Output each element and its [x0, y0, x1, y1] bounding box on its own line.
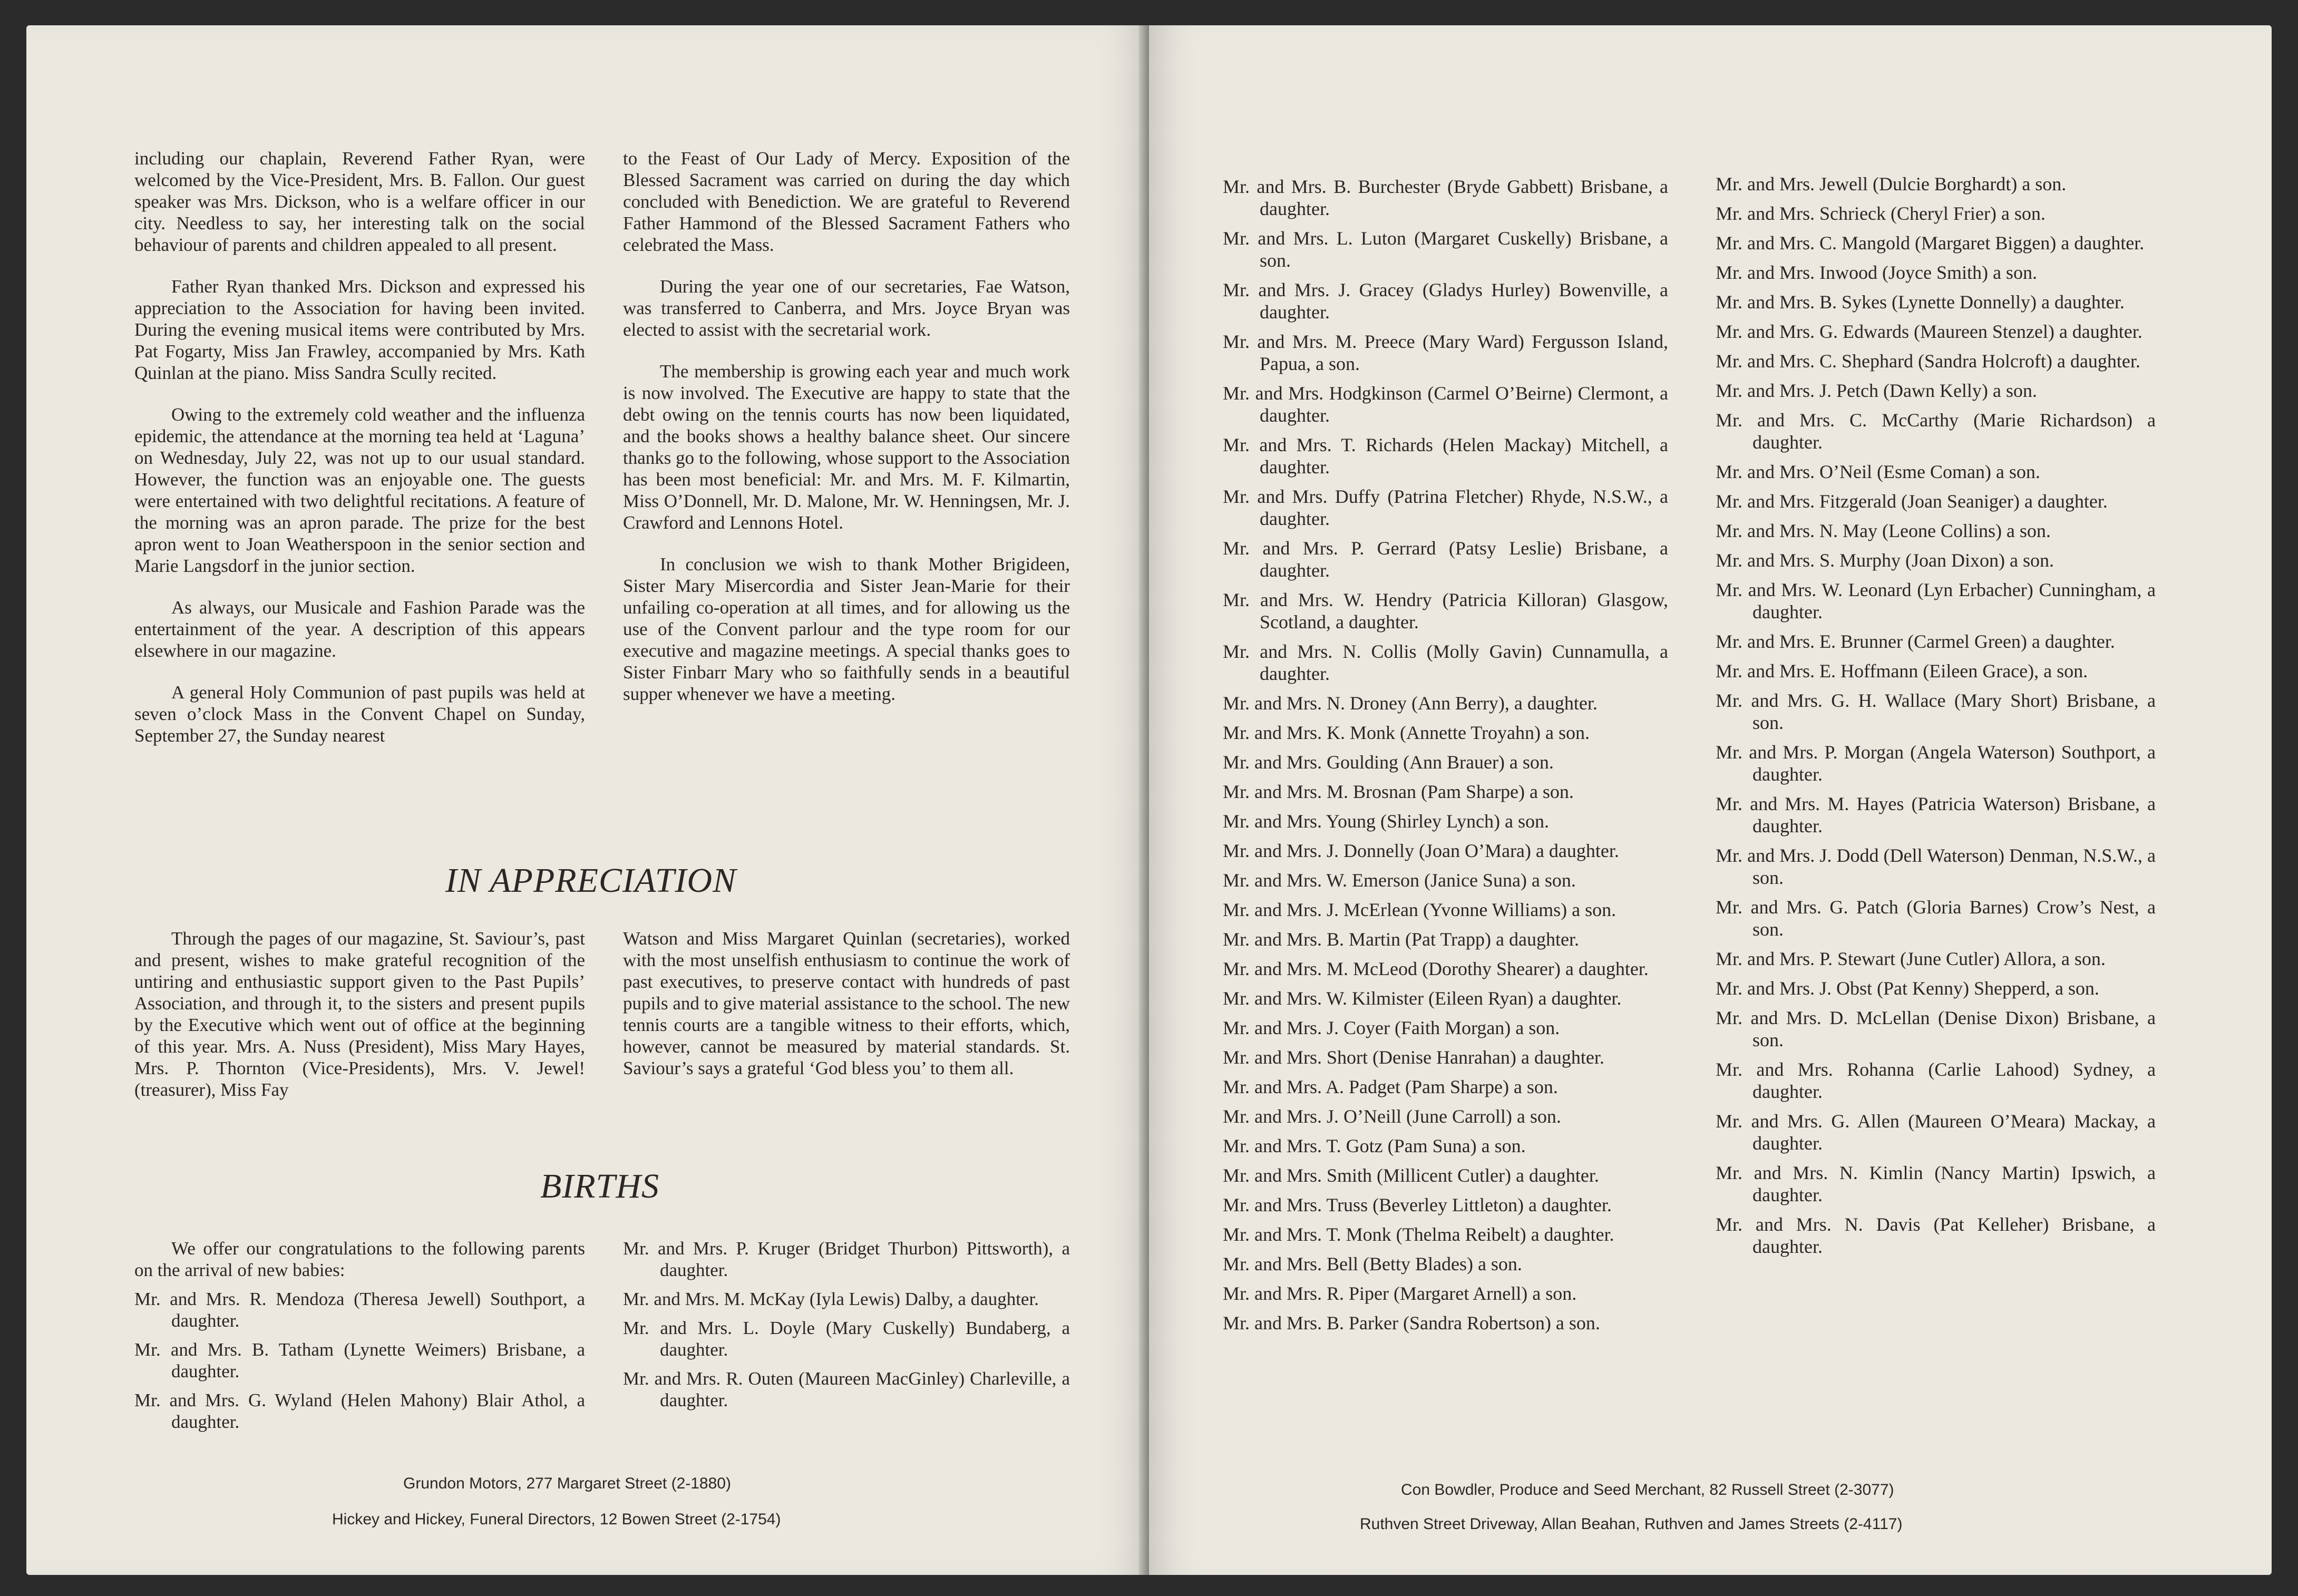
- paragraph: including our chaplain, Reverend Father Ryan, were welcomed by the Vice-President, Mrs. B. Fallon. Our guest speaker was Mrs. Dickson, who is a welfare officer in our city. Needless to say, her interesting talk on the social behaviour of parents and children appealed to all present.: [134, 148, 585, 255]
- births-column-2: [623, 1238, 1070, 1418]
- paragraph: As always, our Musicale and Fashion Parade was the entertainment of the year. A description of this appears elsewhere in our magazine.: [134, 597, 585, 661]
- list-item: Mr. and Mrs. M. McLeod (Dorothy Shearer) a daughter.: [1223, 958, 1649, 979]
- births-heading: BIRTHS: [540, 1167, 659, 1205]
- list-item: Mr. and Mrs. G. H. Wallace (Mary Short) Brisbane, a son.: [1716, 690, 2156, 733]
- left-column-1: [134, 148, 585, 766]
- list-item: Mr. and Mrs. C. Mangold (Margaret Biggen) a daughter.: [1716, 232, 2145, 254]
- list-item: Mr. and Mrs. B. Parker (Sandra Robertson) a son.: [1223, 1312, 1600, 1334]
- paragraph: to the Feast of Our Lady of Mercy. Exposition of the Blessed Sacrament was carried on during the day which concluded with Benediction. We are grateful to Reverend Father Hammond of the Blessed Sacrament Fathers who celebrated the Mass.: [623, 148, 1070, 255]
- list-item: Mr. and Mrs. Bell (Betty Blades) a son.: [1223, 1253, 1522, 1274]
- list-item: Mr. and Mrs. K. Monk (Annette Troyahn) a son.: [1223, 722, 1590, 743]
- list-item: Mr. and Mrs. O’Neil (Esme Coman) a son.: [1716, 461, 2040, 482]
- list-item: Mr. and Mrs. E. Hoffmann (Eileen Grace), a son.: [1716, 660, 2088, 682]
- paragraph: A general Holy Communion of past pupils was held at seven o’clock Mass in the Convent Chapel on Sunday, September 27, the Sunday nearest: [134, 682, 585, 746]
- list-item: Mr. and Mrs. Rohanna (Carlie Lahood) Sydney, a daughter.: [1716, 1059, 2156, 1102]
- list-item: Mr. and Mrs. G. Edwards (Maureen Stenzel) a daughter.: [1716, 321, 2143, 342]
- advert-line: Ruthven Street Driveway, Allan Beahan, Ruthven and James Streets (2-4117): [1360, 1515, 1903, 1533]
- list-item: Mr. and Mrs. T. Monk (Thelma Reibelt) a daughter.: [1223, 1224, 1614, 1245]
- list-item: Mr. and Mrs. W. Hendry (Patricia Killoran) Glasgow, Scotland, a daughter.: [1223, 589, 1668, 632]
- list-item: Mr. and Mrs. R. Piper (Margaret Arnell) a son.: [1223, 1283, 1577, 1304]
- births-column-1: [134, 1238, 585, 1440]
- list-item: Mr. and Mrs. M. McKay (Iyla Lewis) Dalby, a daughter.: [623, 1289, 1039, 1309]
- right-births-column-1: [1223, 176, 1668, 1341]
- paragraph: In conclusion we wish to thank Mother Brigideen, Sister Mary Misercordia and Sister Jean-Marie for their unfailing co-operation at all times, and for allowing us the use of the Convent parlour and the type room for our executive and magazine meetings. A special thanks goes to Sister Finbarr Mary who so faithfully sends in a beautiful supper whenever we have a meeting.: [623, 554, 1070, 704]
- list-item: Mr. and Mrs. T. Gotz (Pam Suna) a son.: [1223, 1135, 1526, 1156]
- list-item: Mr. and Mrs. W. Kilmister (Eileen Ryan) a daughter.: [1223, 988, 1622, 1009]
- list-item: Mr. and Mrs. N. Collis (Molly Gavin) Cunnamulla, a daughter.: [1223, 641, 1668, 684]
- appreciation-column-1: [134, 928, 585, 1121]
- list-item: Mr. and Mrs. E. Brunner (Carmel Green) a daughter.: [1716, 631, 2115, 652]
- list-item: Mr. and Mrs. N. Kimlin (Nancy Martin) Ipswich, a daughter.: [1716, 1162, 2156, 1205]
- paragraph: Watson and Miss Margaret Quinlan (secretaries), worked with the most unselfish enthusiasm to continue the work of past executives, to preserve contact with hundreds of past pupils and to give material assistance to the school. The new tennis courts are a tangible witness to their efforts, which, however, cannot be measured by material standards. St. Saviour’s says a grateful ‘God bless you’ to them all.: [623, 928, 1070, 1078]
- list-item: Mr. and Mrs. T. Richards (Helen Mackay) Mitchell, a daughter.: [1223, 434, 1668, 478]
- list-item: Mr. and Mrs. J. Coyer (Faith Morgan) a son.: [1223, 1017, 1560, 1038]
- births-list-left-2: [623, 1238, 1070, 1411]
- list-item: Mr. and Mrs. Duffy (Patrina Fletcher) Rhyde, N.S.W., a daughter.: [1223, 486, 1668, 529]
- list-item: Mr. and Mrs. C. Shephard (Sandra Holcroft) a daughter.: [1716, 351, 2140, 372]
- list-item: Mr. and Mrs. N. Davis (Pat Kelleher) Brisbane, a daughter.: [1716, 1214, 2156, 1257]
- births-intro: We offer our congratulations to the following parents on the arrival of new babies:: [134, 1238, 585, 1280]
- list-item: Mr. and Mrs. Fitzgerald (Joan Seaniger) a daughter.: [1716, 491, 2108, 512]
- paragraph: Father Ryan thanked Mrs. Dickson and expressed his appreciation to the Association for having been invited. During the evening musical items were contributed by Mrs. Pat Fogarty, Miss Jan Frawley, accompanied by Mrs. Kath Quinlan at the piano. Miss Sandra Scully recited.: [134, 276, 585, 383]
- right-page: [1149, 25, 2272, 1575]
- left-column-2: [623, 148, 1070, 725]
- list-item: Mr. and Mrs. J. Petch (Dawn Kelly) a son.: [1716, 380, 2037, 401]
- list-item: Mr. and Mrs. P. Stewart (June Cutler) Allora, a son.: [1716, 948, 2106, 969]
- paragraph: The membership is growing each year and much work is now involved. The Executive are happy to state that the debt owing on the tennis courts has now been liquidated, and the books shows a healthy balance sheet. Our sincere thanks go to the following, whose support to the Association has been most beneficial: Mr. and Mrs. M. F. Kilmartin, Miss O’Donnell, Mr. D. Malone, Mr. W. Henningsen, Mr. J. Crawford and Lennons Hotel.: [623, 361, 1070, 533]
- list-item: Mr. and Mrs. J. Dodd (Dell Waterson) Denman, N.S.W., a son.: [1716, 845, 2156, 888]
- list-item: Mr. and Mrs. Hodgkinson (Carmel O’Beirne) Clermont, a daughter.: [1223, 383, 1668, 426]
- list-item: Mr. and Mrs. Jewell (Dulcie Borghardt) a son.: [1716, 173, 2067, 194]
- appreciation-heading: IN APPRECIATION: [445, 861, 737, 900]
- list-item: Mr. and Mrs. M. Preece (Mary Ward) Fergusson Island, Papua, a son.: [1223, 331, 1668, 374]
- list-item: Mr. and Mrs. D. McLellan (Denise Dixon) Brisbane, a son.: [1716, 1007, 2156, 1050]
- births-list-right-1: [1223, 176, 1668, 1334]
- list-item: Mr. and Mrs. R. Outen (Maureen MacGinley) Charleville, a daughter.: [623, 1368, 1070, 1410]
- list-item: Mr. and Mrs. P. Morgan (Angela Waterson) Southport, a daughter.: [1716, 742, 2156, 785]
- list-item: Mr. and Mrs. G. Wyland (Helen Mahony) Blair Athol, a daughter.: [134, 1390, 585, 1432]
- list-item: Mr. and Mrs. C. McCarthy (Marie Richardson) a daughter.: [1716, 410, 2156, 453]
- list-item: Mr. and Mrs. W. Emerson (Janice Suna) a son.: [1223, 870, 1576, 891]
- advert-line: Con Bowdler, Produce and Seed Merchant, 82 Russell Street (2-3077): [1401, 1481, 1894, 1498]
- list-item: Mr. and Mrs. G. Patch (Gloria Barnes) Crow’s Nest, a son.: [1716, 897, 2156, 940]
- list-item: Mr. and Mrs. Truss (Beverley Littleton) a daughter.: [1223, 1194, 1612, 1215]
- list-item: Mr. and Mrs. L. Doyle (Mary Cuskelly) Bundaberg, a daughter.: [623, 1318, 1070, 1360]
- list-item: Mr. and Mrs. B. Sykes (Lynette Donnelly) a daughter.: [1716, 291, 2125, 313]
- list-item: Mr. and Mrs. S. Murphy (Joan Dixon) a son.: [1716, 550, 2054, 571]
- advert-line: Hickey and Hickey, Funeral Directors, 12 Bowen Street (2-1754): [332, 1511, 781, 1528]
- list-item: Mr. and Mrs. P. Kruger (Bridget Thurbon) Pittsworth), a daughter.: [623, 1238, 1070, 1280]
- list-item: Mr. and Mrs. Schrieck (Cheryl Frier) a son.: [1716, 203, 2046, 224]
- list-item: Mr. and Mrs. M. Brosnan (Pam Sharpe) a son.: [1223, 781, 1574, 802]
- list-item: Mr. and Mrs. B. Burchester (Bryde Gabbett) Brisbane, a daughter.: [1223, 176, 1668, 219]
- list-item: Mr. and Mrs. N. Droney (Ann Berry), a daughter.: [1223, 693, 1598, 714]
- list-item: Mr. and Mrs. M. Hayes (Patricia Waterson) Brisbane, a daughter.: [1716, 793, 2156, 836]
- list-item: Mr. and Mrs. L. Luton (Margaret Cuskelly) Brisbane, a son.: [1223, 228, 1668, 271]
- list-item: Mr. and Mrs. Smith (Millicent Cutler) a daughter.: [1223, 1165, 1599, 1186]
- births-list-right-2: [1716, 173, 2156, 1258]
- list-item: Mr. and Mrs. Young (Shirley Lynch) a son.: [1223, 811, 1549, 832]
- list-item: Mr. and Mrs. R. Mendoza (Theresa Jewell) Southport, a daughter.: [134, 1289, 585, 1331]
- list-item: Mr. and Mrs. J. Donnelly (Joan O’Mara) a daughter.: [1223, 840, 1619, 861]
- list-item: Mr. and Mrs. B. Tatham (Lynette Weimers) Brisbane, a daughter.: [134, 1339, 585, 1381]
- list-item: Mr. and Mrs. A. Padget (Pam Sharpe) a son.: [1223, 1076, 1558, 1097]
- left-page: [26, 25, 1149, 1575]
- right-births-column-2: [1716, 173, 2156, 1265]
- list-item: Mr. and Mrs. J. Obst (Pat Kenny) Shepperd, a son.: [1716, 978, 2099, 999]
- list-item: Mr. and Mrs. G. Allen (Maureen O’Meara) Mackay, a daughter.: [1716, 1111, 2156, 1154]
- list-item: Mr. and Mrs. J. McErlean (Yvonne Williams) a son.: [1223, 899, 1617, 920]
- list-item: Mr. and Mrs. J. O’Neill (June Carroll) a son.: [1223, 1106, 1561, 1127]
- list-item: Mr. and Mrs. J. Gracey (Gladys Hurley) Bowenville, a daughter.: [1223, 279, 1668, 323]
- paragraph: During the year one of our secretaries, Fae Watson, was transferred to Canberra, and Mrs. Joyce Bryan was elected to assist with the secretarial work.: [623, 276, 1070, 340]
- list-item: Mr. and Mrs. B. Martin (Pat Trapp) a daughter.: [1223, 929, 1579, 950]
- list-item: Mr. and Mrs. Inwood (Joyce Smith) a son.: [1716, 262, 2037, 283]
- paragraph: Owing to the extremely cold weather and the influenza epidemic, the attendance at the morning tea held at ‘Laguna’ on Wednesday, July 22, was not up to our usual standard. However, the function was an enjoyable one. The guests were entertained with two delightful recitations. A feature of the morning was an apron parade. The prize for the best apron went to Joan Weatherspoon in the senior section and Marie Langsdorf in the junior section.: [134, 404, 585, 576]
- births-list-left-1: [134, 1288, 585, 1433]
- list-item: Mr. and Mrs. Goulding (Ann Brauer) a son.: [1223, 752, 1554, 773]
- list-item: Mr. and Mrs. N. May (Leone Collins) a son.: [1716, 520, 2051, 541]
- advert-line: Grundon Motors, 277 Margaret Street (2-1880): [403, 1475, 731, 1492]
- list-item: Mr. and Mrs. W. Leonard (Lyn Erbacher) Cunningham, a daughter.: [1716, 579, 2156, 622]
- paragraph: Through the pages of our magazine, St. Saviour’s, past and present, wishes to make grateful recognition of the untiring and enthusiastic support given to the Past Pupils’ Association, and through it, to the sisters and present pupils by the Executive which went out of office at the beginning of this year. Mrs. A. Nuss (President), Miss Mary Hayes, Mrs. P. Thornton (Vice-Presidents), Mrs. V. Jewel! (treasurer), Miss Fay: [134, 928, 585, 1100]
- list-item: Mr. and Mrs. Short (Denise Hanrahan) a daughter.: [1223, 1047, 1604, 1068]
- appreciation-column-2: [623, 928, 1070, 1099]
- list-item: Mr. and Mrs. P. Gerrard (Patsy Leslie) Brisbane, a daughter.: [1223, 538, 1668, 581]
